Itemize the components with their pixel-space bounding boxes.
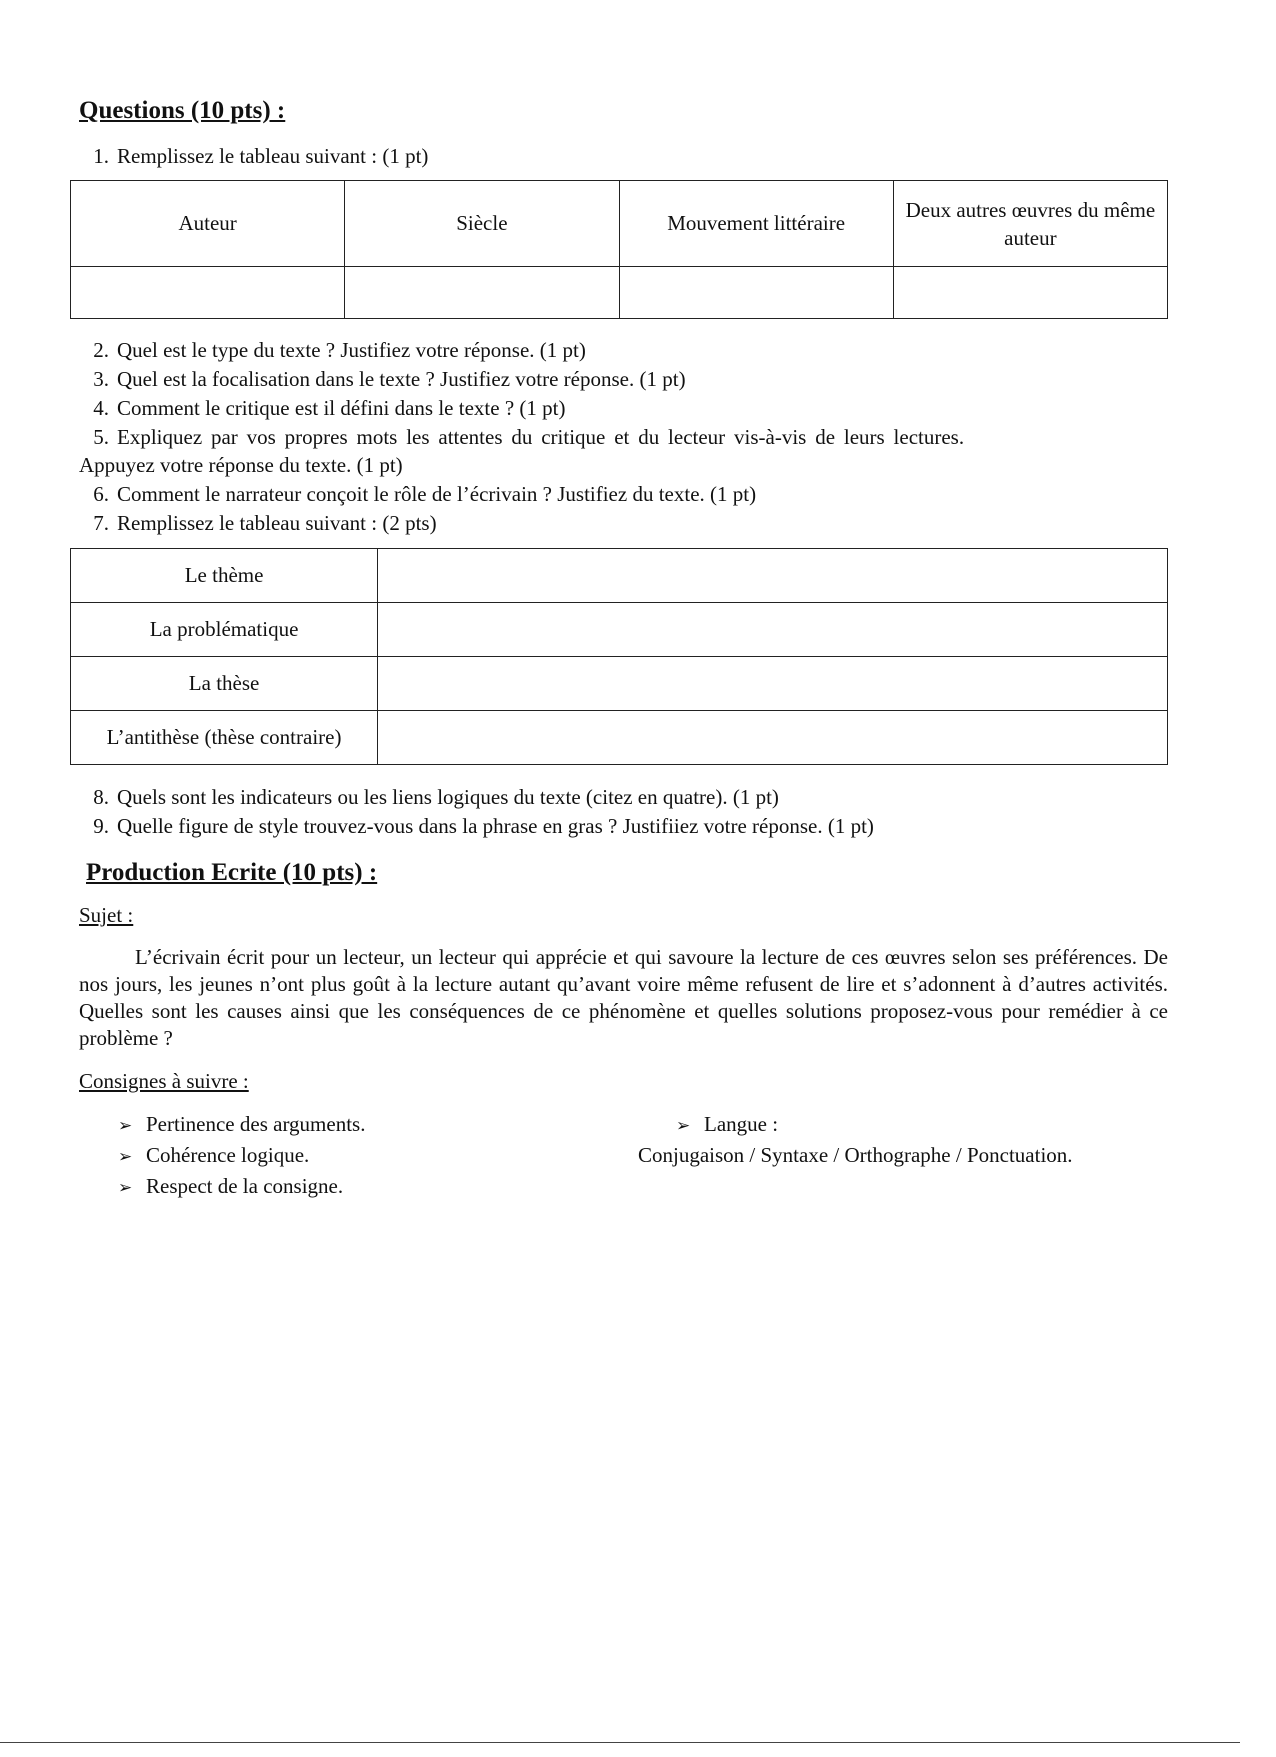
header-mouvement: Mouvement littéraire [619, 181, 893, 267]
question-text: Quels sont les indicateurs ou les liens logiques du texte (citez en quatre). (1 pt) [117, 785, 779, 809]
answer-cell-these[interactable] [378, 657, 1168, 711]
subject-text: L’écrivain écrit pour un lecteur, un lecteur qui apprécie et qui savoure la lecture de ces œuvres selon ses préférences. De nos jours, les jeunes n’ont plus goût à la lecture autant qu’avant voire même refusent de lire et s’adonnent à d’autres activités. Quelles sont les causes ainsi que les conséquences de ce phénomène et quelles solutions proposez-vous pour remédier à ce problème ? [79, 945, 1168, 1050]
arrow-bullet-icon: ➢ [118, 1178, 133, 1198]
question-6 [79, 481, 756, 507]
answer-cell-theme[interactable] [378, 549, 1168, 603]
arrow-bullet-icon: ➢ [676, 1116, 691, 1136]
question-number: 6. [93, 482, 109, 506]
question-number: 2. [93, 338, 109, 362]
question-text: Comment le critique est il défini dans le texte ? (1 pt) [117, 396, 566, 420]
question-4 [79, 395, 565, 421]
question-number: 5. [93, 425, 109, 449]
arrow-bullet-icon: ➢ [118, 1116, 133, 1136]
language-detail: Conjugaison / Syntaxe / Orthographe / Ponctuation. [638, 1143, 1073, 1167]
answer-cell-problematique[interactable] [378, 603, 1168, 657]
row-label-these: La thèse [71, 657, 378, 711]
answer-cell-antithese[interactable] [378, 711, 1168, 765]
instruction-item: ➢ Cohérence logique. [118, 1141, 365, 1172]
question-8 [79, 784, 779, 810]
question-text: Comment le narrateur conçoit le rôle de l’écrivain ? Justifiez du texte. (1 pt) [117, 482, 757, 506]
question-9 [79, 813, 874, 839]
header-auteur: Auteur [71, 181, 345, 267]
answer-cell-mouvement[interactable] [619, 267, 893, 319]
header-siecle: Siècle [345, 181, 619, 267]
question-1 [79, 143, 428, 169]
question-text: Quel est le type du texte ? Justifiez votre réponse. (1 pt) [117, 338, 586, 362]
header-oeuvres: Deux autres œuvres du même auteur [893, 181, 1167, 267]
question-number: 4. [93, 396, 109, 420]
question-3 [79, 366, 686, 392]
question-text: Quel est la focalisation dans le texte ? Justifiez votre réponse. (1 pt) [117, 367, 686, 391]
answer-cell-oeuvres[interactable] [893, 267, 1167, 319]
instructions-list-left [118, 1110, 365, 1203]
question-5-continued [79, 452, 403, 478]
instructions-list-right [638, 1110, 1073, 1170]
question-7 [79, 510, 437, 536]
production-heading: Production Ecrite (10 pts) : [86, 859, 378, 886]
questions-heading: Questions (10 pts) : [79, 97, 286, 124]
instruction-item: ➢ Respect de la consigne. [118, 1172, 365, 1203]
answer-cell-siecle[interactable] [345, 267, 619, 319]
question-text: Expliquez par vos propres mots les attentes du critique et du lecteur vis-à-vis de leurs lectures. [117, 425, 965, 449]
question-5 [79, 424, 964, 450]
info-table [70, 180, 1168, 319]
question-number: 9. [93, 814, 109, 838]
instructions-label: Consignes à suivre : [79, 1069, 249, 1093]
instruction-item: ➢ Pertinence des arguments. [118, 1110, 365, 1141]
question-number: 3. [93, 367, 109, 391]
question-text: Appuyez votre réponse du texte. (1 pt) [79, 453, 403, 477]
row-label-theme: Le thème [71, 549, 378, 603]
question-number: 8. [93, 785, 109, 809]
instruction-item: ➢ Langue : [638, 1110, 1073, 1141]
footer-divider [0, 1742, 1240, 1743]
question-2 [79, 337, 586, 363]
question-text: Quelle figure de style trouvez-vous dans la phrase en gras ? Justifiiez votre réponse. (1 pt) [117, 814, 874, 838]
question-number: 1. [93, 144, 109, 168]
analysis-table [70, 548, 1168, 765]
question-number: 7. [93, 511, 109, 535]
arrow-bullet-icon: ➢ [118, 1147, 133, 1167]
subject-label: Sujet : [79, 903, 134, 927]
question-text: Remplissez le tableau suivant : (2 pts) [117, 511, 437, 535]
row-label-problematique: La problématique [71, 603, 378, 657]
answer-cell-auteur[interactable] [71, 267, 345, 319]
row-label-antithese: L’antithèse (thèse contraire) [71, 711, 378, 765]
question-text: Remplissez le tableau suivant : (1 pt) [117, 144, 429, 168]
